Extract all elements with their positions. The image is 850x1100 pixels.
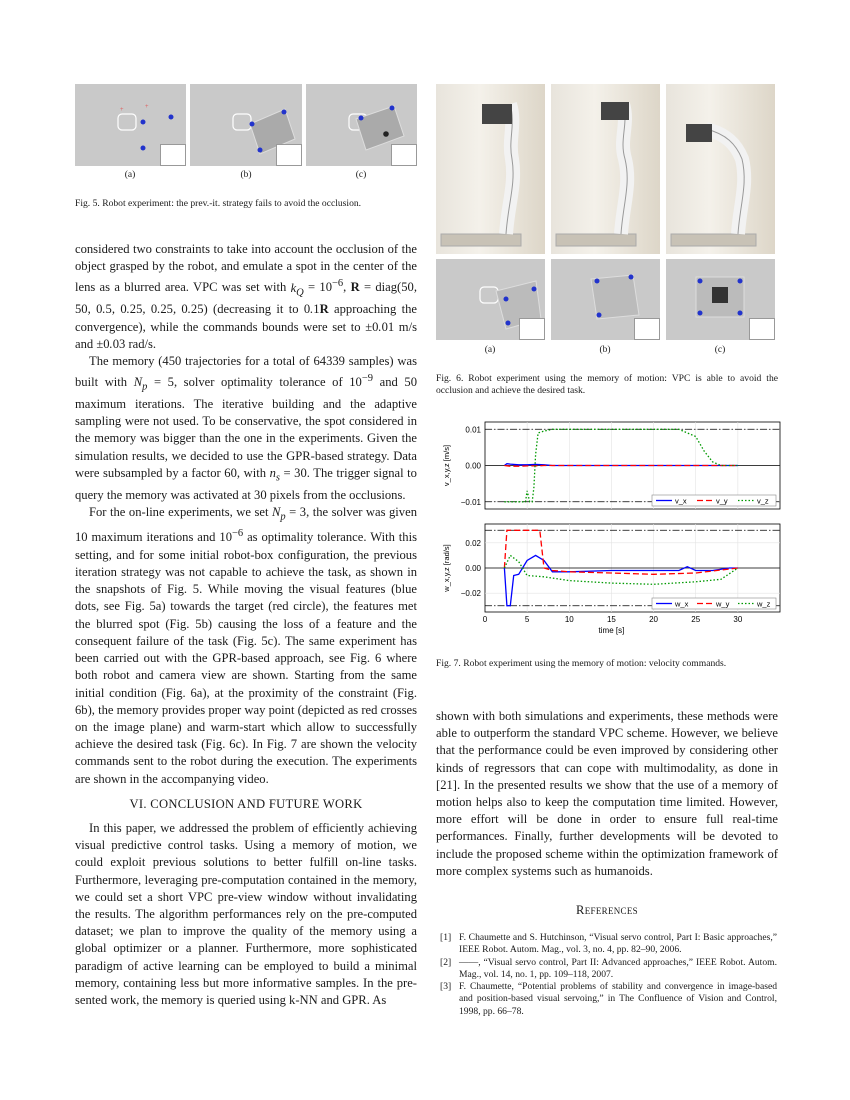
y-tick-label: −0.02 <box>460 589 481 599</box>
fig6b-robot-photo <box>551 84 660 254</box>
section-heading: VI. CONCLUSION AND FUTURE WORK <box>129 797 363 811</box>
paragraph: considered two constraints to take into account the occlusion of the object grasped by the robot, and emulate a spot in the center of the lens as a blurred area. VPC was set with $k_Q = 10^{-6}$, R = diag(50, 50, 0.5, 0.25, 0.25, 0.25) (decreasing it to 0.1R approaching the convergence), while the commands bounds were set to ±0.01 m/s and ±0.03 rad/s. <box>75 242 417 351</box>
fig6b-camera-image <box>551 259 660 340</box>
fig6c-label: (c) <box>714 345 726 355</box>
reference-item: [2] ——, “Visual servo control, Part II: Advanced approaches,” IEEE Robot. Autom. Mag., vol. 14, no. 1, pp. 109–118, 2007. <box>440 956 777 980</box>
fig5c-image <box>306 84 417 166</box>
paragraph: The memory (450 trajectories for a total of 64339 samples) was built with $N_p = 5$, solver optimality tolerance of $10^{-9}$ and 50 maximum iterations. The iterative building and the adaptive sampling were not used. To be conservative, the spot considered in the memory was bigger than the one in the experiments. Given the simulation results, we decided to use the GPR-based strategy. Data were subsampled by a factor 60, with $n_s = 30$. The trigger signal to query the memory was activated at 30 pixels from the occlusions. <box>75 353 418 502</box>
paragraph: shown with both simulations and experiments, these methods were able to outperform the standard VPC scheme. However, we believe that the performance could be even improved by considering other kinds of regressors that can cope with multimodality, as done in [21]. In the presented results we show that the use of a memory of motion helps also to keep the computation time limited. However, more effort will be done in order to ensure full real-time performances. Finally, further developments will be devoted to include the proposed scheme within the optimization framework of more complex systems such as humanoids. <box>436 709 778 878</box>
x-axis-label: time [s] <box>598 626 625 635</box>
fig6b-label: (b) <box>599 345 611 355</box>
fig6a-robot-photo <box>436 84 545 254</box>
x-tick-label: 20 <box>649 615 659 624</box>
legend-label: w_x <box>675 599 689 609</box>
fig5-caption: Fig. 5. Robot experiment: the prev.-it. strategy fails to avoid the occlusion. <box>75 198 362 209</box>
x-tick-label: 15 <box>606 615 616 624</box>
svg-text:+: + <box>120 107 124 113</box>
y-axis-label: w_x,y,z [rad/s] <box>442 544 451 592</box>
conclusion-paragraph <box>75 820 417 1009</box>
fig5b-label: (b) <box>240 170 252 180</box>
x-tick-label: 0 <box>482 615 488 624</box>
fig5b-image <box>190 84 302 166</box>
left-column <box>75 241 417 788</box>
y-tick-label: −0.01 <box>460 497 481 507</box>
x-tick-label: 25 <box>691 615 701 624</box>
references-list <box>440 932 777 1018</box>
y-tick-label: 0.00 <box>465 461 481 471</box>
reference-item: [3] F. Chaumette, “Potential problems of stability and convergence in image-based and position-based visual servoing,” in The Confluence of Vision and Control, 1998, pp. 66–78. <box>440 981 777 1017</box>
fig5a-label: (a) <box>124 170 136 180</box>
y-axis-label: v_x,y,z [m/s] <box>442 444 451 487</box>
y-tick-label: 0.00 <box>465 564 481 573</box>
y-tick-label: 0.02 <box>465 538 481 548</box>
legend-label: w_y <box>716 599 730 609</box>
references-heading: References <box>576 903 638 917</box>
fig6a-label: (a) <box>484 345 496 355</box>
paragraph: In this paper, we addressed the problem of efficiently achieving visual predictive control tasks. Using a memory of motion, we could exploit previous solutions to better fulfill on-line tasks. Furthermore, leveraging pre-computation contained in the memory, we could set a short VPC pre-view window without invalidating the results. The algorithm performances rely on the pre-computed dataset; we plan to improve the quality of the memory using a global optimizer or a planner. Furthermore, more sophisticated paradigm of active learning can be employed to build a minimal memory, containing less but more informative samples. In the pre-sented work, the memory is queried using k-NN and GPR. As <box>75 821 417 1008</box>
reference-item: [1] F. Chaumette and S. Hutchinson, “Visual servo control, Part I: Basic approaches,” IEEE Robot. Autom. Mag., vol. 3, no. 4, pp. 82–90, 2006. <box>440 932 777 956</box>
right-column <box>436 708 778 880</box>
fig6c-camera-image <box>666 259 775 340</box>
x-tick-label: 10 <box>564 615 574 624</box>
fig5c-label: (c) <box>355 170 367 180</box>
fig6c-robot-photo <box>666 84 775 254</box>
svg-text:+: + <box>145 104 149 110</box>
fig6a-camera-image <box>436 259 545 340</box>
legend-label: w_z <box>757 599 771 609</box>
fig6-caption: Fig. 6. Robot experiment using the memory of motion: VPC is able to avoid the occlusion and achieve the desired task. <box>436 373 778 397</box>
legend-label: v_y <box>716 496 728 506</box>
legend-label: v_z <box>757 496 769 506</box>
fig7-chart <box>432 412 782 637</box>
legend-label: v_x <box>675 496 687 506</box>
fig7-caption: Fig. 7. Robot experiment using the memory of motion: velocity commands. <box>436 658 727 669</box>
x-tick-label: 5 <box>524 615 530 624</box>
x-tick-label: 30 <box>733 615 743 624</box>
paragraph: For the on-line experiments, we set $N_p = 3$, the solver was given 10 maximum iterations and $10^{-6}$ as optimality tolerance. With this setting, and for some initial robot-box configuration, the previous iteration strategy was not capable to achieve the task, as shown in the snapshots of Fig. 5. While moving the visual features (blue dots, see Fig. 5a) towards the target (red circle), the features met the blurred spot (Fig. 5b) causing the loss of a feature and the consequent failure of the task (Fig. 5c). The same experiment has been carried out with the GPR-based approach, see Fig. 6 where both robot and camera view are shown. Starting from the same initial condition (Fig. 6a), at the proximity of the constraint (Fig. 6b), the memory provides proper way point (depicted as red crosses on the image plane) and warm-start which allow to successfully achieve the desired task (Fig. 6c). In Fig. 7 are shown the velocity commands sent to the robot during the execution. The experiments are shown in the accompanying video. <box>75 504 417 786</box>
fig5a-image <box>75 84 186 166</box>
y-tick-label: 0.01 <box>465 425 481 435</box>
